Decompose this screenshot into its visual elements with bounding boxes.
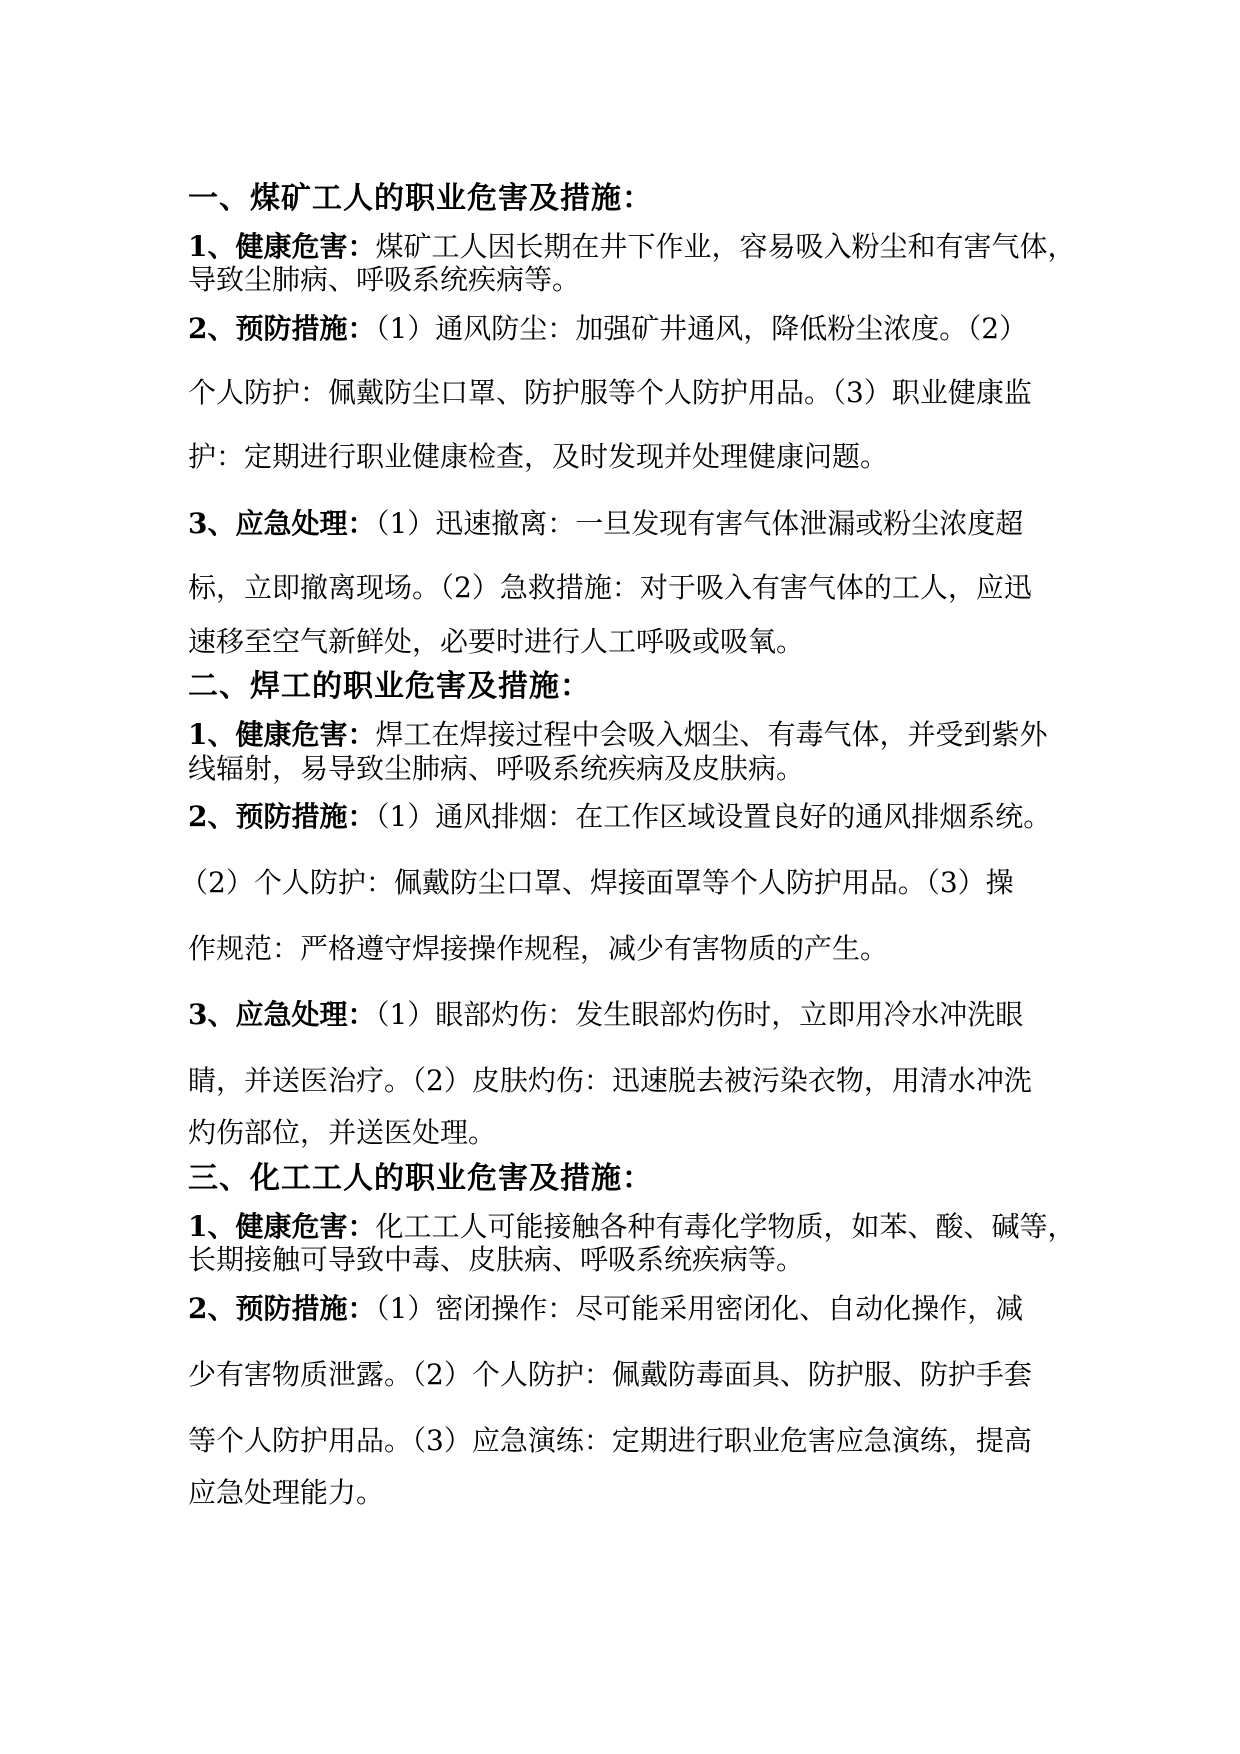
item-line [188,312,1078,346]
item-text: 等个人防护用品。（3）应急演练：定期进行职业危害应急演练，提高 [188,1424,1032,1457]
item-text: 作规范：严格遵守焊接操作规程，减少有害物质的产生。 [188,932,889,965]
item-text: 睛，并送医治疗。（2）皮肤灼伤：迅速脱去被污染衣物，用清水冲洗 [188,1064,1032,1097]
item-line [188,507,1078,541]
section-heading: 一、煤矿工人的职业危害及措施： [188,181,653,216]
item-text: 长期接触可导致中毒、皮肤病、呼吸系统疾病等。 [188,1243,805,1276]
item-text: （1）迅速撤离：一旦发现有害气体泄漏或粉尘浓度超 [375,507,1024,540]
item-text: 个人防护：佩戴防尘口罩、防护服等个人防护用品。（3）职业健康监 [188,376,1032,409]
item-text: 线辐射，易导致尘肺病、呼吸系统疾病及皮肤病。 [188,752,805,785]
item-line [188,230,1078,264]
item-text: （1）通风排烟：在工作区域设置良好的通风排烟系统。 [375,800,1052,833]
item-label: 1、健康危害： [188,230,376,263]
item-line [188,1210,1078,1244]
item-text: （1）密闭操作：尽可能采用密闭化、自动化操作，减 [375,1292,1024,1325]
item-text: 煤矿工人因长期在井下作业，容易吸入粉尘和有害气体， [375,230,1076,263]
item-label: 1、健康危害： [188,718,376,751]
item-text: 导致尘肺病、呼吸系统疾病等。 [188,263,581,296]
item-line [188,800,1078,834]
item-label: 2、预防措施： [188,1292,376,1325]
item-text: （1）眼部灼伤：发生眼部灼伤时，立即用冷水冲洗眼 [375,998,1024,1031]
item-text: （2）个人防护：佩戴防尘口罩、焊接面罩等个人防护用品。（3）操 [180,866,1014,899]
item-text: 化工工人可能接触各种有毒化学物质，如苯、酸、碱等， [375,1210,1076,1243]
section-heading: 二、焊工的职业危害及措施： [188,669,591,704]
item-text: 速移至空气新鲜处，必要时进行人工呼吸或吸氧。 [188,625,805,658]
item-text: 灼伤部位，并送医处理。 [188,1116,497,1149]
item-line [188,998,1078,1032]
item-label: 2、预防措施： [188,312,376,345]
item-label: 2、预防措施： [188,800,376,833]
item-label: 1、健康危害： [188,1210,376,1243]
item-line [188,1292,1078,1326]
item-text: 应急处理能力。 [188,1476,385,1509]
item-text: 焊工在焊接过程中会吸入烟尘、有毒气体，并受到紫外 [375,718,1048,751]
item-label: 3、应急处理： [188,507,376,540]
item-text: 标，立即撤离现场。（2）急救措施：对于吸入有害气体的工人，应迅 [188,571,1032,604]
item-text: 护：定期进行职业健康检查，及时发现并处理健康问题。 [188,440,889,473]
item-text: （1）通风防尘：加强矿井通风，降低粉尘浓度。（2） [375,312,1028,345]
section-heading: 三、化工工人的职业危害及措施： [188,1161,653,1196]
item-label: 3、应急处理： [188,998,376,1031]
item-line [188,718,1078,752]
item-text: 少有害物质泄露。（2）个人防护：佩戴防毒面具、防护服、防护手套 [188,1358,1032,1391]
